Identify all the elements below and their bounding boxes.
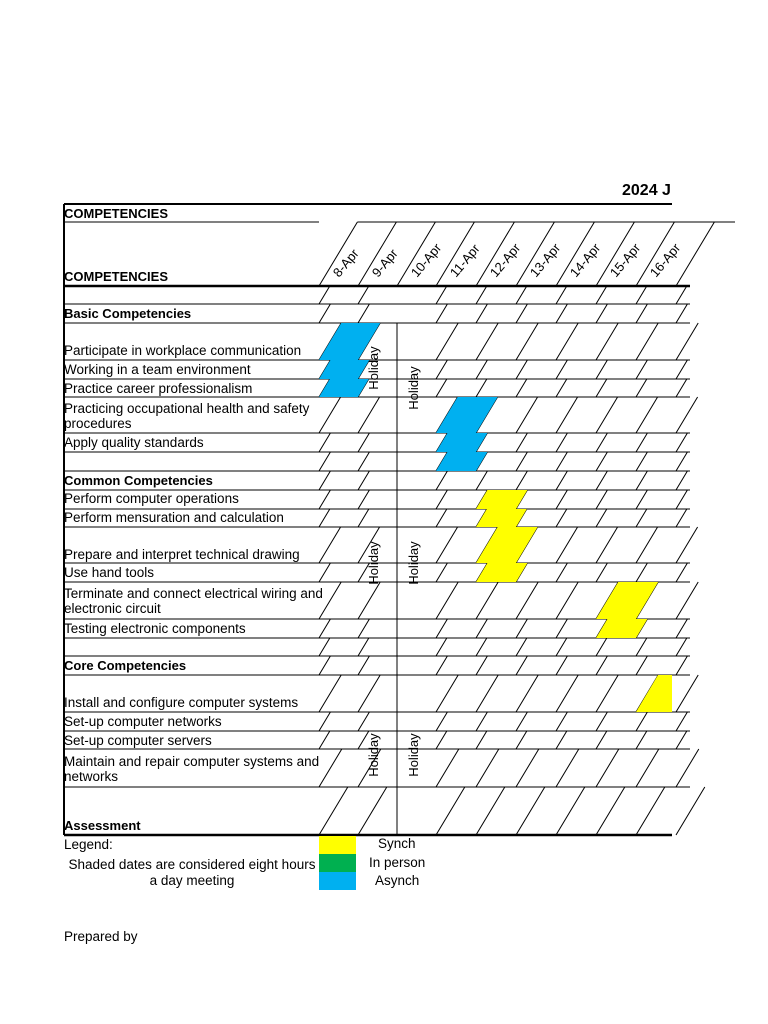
competency-row: Perform mensuration and calculation bbox=[64, 510, 284, 525]
cell-slant bbox=[319, 656, 330, 675]
cell-slant bbox=[636, 490, 647, 509]
cell-slant bbox=[436, 749, 459, 787]
legend-asynch-label: Asynch bbox=[375, 873, 420, 888]
cell-slant bbox=[476, 379, 487, 397]
section-title-assessment: Assessment bbox=[64, 818, 141, 833]
cell-slant bbox=[476, 656, 487, 675]
cell-slant bbox=[476, 731, 487, 749]
cell-slant bbox=[436, 712, 447, 731]
cell-slant bbox=[676, 619, 687, 638]
shaded-cell bbox=[319, 379, 369, 397]
cell-slant bbox=[636, 397, 658, 433]
cell-slant bbox=[636, 509, 647, 527]
cell-slant bbox=[676, 323, 698, 360]
holiday-label: Holiday bbox=[366, 541, 381, 585]
cell-slant bbox=[676, 582, 698, 619]
cell-slant bbox=[636, 787, 665, 835]
prepared-by: Prepared by bbox=[64, 929, 138, 944]
cell-slant bbox=[676, 360, 687, 379]
date-label: 14-Apr bbox=[566, 240, 604, 280]
cell-slant bbox=[358, 656, 369, 675]
cell-slant bbox=[556, 452, 567, 471]
cell-slant bbox=[516, 286, 527, 304]
holiday-label: Holiday bbox=[406, 366, 421, 410]
cell-slant bbox=[516, 619, 527, 638]
cell-slant bbox=[596, 731, 607, 749]
competencies-header-top: COMPETENCIES bbox=[64, 206, 169, 221]
cell-slant bbox=[436, 582, 458, 619]
cell-slant bbox=[676, 638, 687, 656]
cell-slant bbox=[358, 452, 369, 471]
cell-slant bbox=[516, 471, 527, 490]
cell-slant bbox=[676, 787, 705, 835]
cell-slant bbox=[436, 509, 447, 527]
cell-slant bbox=[676, 712, 687, 731]
competency-row: Practicing occupational health and safety procedures bbox=[64, 401, 310, 431]
cell-slant bbox=[319, 619, 330, 638]
cell-slant bbox=[596, 787, 625, 835]
date-label: 15-Apr bbox=[606, 240, 644, 280]
cell-slant bbox=[596, 749, 619, 787]
cell-slant bbox=[436, 656, 447, 675]
cell-slant bbox=[319, 563, 330, 582]
cell-slant bbox=[358, 397, 380, 433]
cell-slant bbox=[436, 360, 447, 379]
cell-slant bbox=[556, 323, 578, 360]
cell-slant bbox=[476, 749, 499, 787]
cell-slant bbox=[319, 304, 330, 323]
cell-slant bbox=[636, 749, 659, 787]
cell-slant bbox=[556, 527, 578, 563]
cell-slant bbox=[319, 509, 330, 527]
cell-slant bbox=[516, 582, 538, 619]
competency-row: Practice career professionalism bbox=[64, 381, 253, 396]
cell-slant bbox=[676, 749, 699, 787]
cell-slant bbox=[556, 619, 567, 638]
cell-slant bbox=[556, 563, 567, 582]
cell-slant bbox=[596, 433, 607, 452]
cell-slant bbox=[556, 749, 579, 787]
cell-slant bbox=[676, 656, 687, 675]
cell-slant bbox=[516, 379, 527, 397]
cell-slant bbox=[636, 712, 647, 731]
date-label: 16-Apr bbox=[646, 240, 684, 280]
cell-slant bbox=[596, 509, 607, 527]
cell-slant bbox=[516, 712, 527, 731]
cell-slant bbox=[476, 360, 487, 379]
competency-row: Perform computer operations bbox=[64, 491, 239, 506]
cell-slant bbox=[556, 712, 567, 731]
cell-slant bbox=[636, 563, 647, 582]
cell-slant bbox=[436, 527, 458, 563]
cell-slant bbox=[636, 731, 647, 749]
cell-slant bbox=[676, 397, 698, 433]
cell-slant bbox=[358, 304, 369, 323]
section-title-core: Core Competencies bbox=[64, 658, 187, 673]
shaded-cell bbox=[319, 360, 369, 379]
cell-slant bbox=[636, 360, 647, 379]
cell-slant bbox=[596, 360, 607, 379]
cell-slant bbox=[596, 397, 618, 433]
date-label: 9-Apr bbox=[368, 245, 401, 280]
cell-slant bbox=[636, 527, 658, 563]
cell-slant bbox=[516, 304, 527, 323]
legend-swatch bbox=[319, 836, 356, 854]
competency-row: Terminate and connect electrical wiring and electronic circuit bbox=[64, 586, 323, 616]
cell-slant bbox=[319, 490, 330, 509]
competency-row: Maintain and repair computer systems and networks bbox=[64, 754, 320, 784]
cell-slant bbox=[556, 286, 567, 304]
cell-slant bbox=[676, 304, 687, 323]
cell-slant bbox=[556, 509, 567, 527]
cell-slant bbox=[476, 675, 498, 712]
cell-slant bbox=[556, 471, 567, 490]
cell-slant bbox=[556, 787, 585, 835]
cell-slant bbox=[676, 675, 698, 712]
cell-slant bbox=[436, 675, 458, 712]
cell-slant bbox=[596, 286, 607, 304]
cell-slant bbox=[676, 731, 687, 749]
cell-slant bbox=[319, 433, 330, 452]
cell-slant bbox=[676, 433, 687, 452]
cell-slant bbox=[476, 787, 505, 835]
cell-slant bbox=[556, 731, 567, 749]
shaded-cell bbox=[636, 675, 672, 712]
cell-slant bbox=[436, 286, 447, 304]
legend-note: Shaded dates are considered eight hours a day meeting bbox=[68, 857, 316, 888]
cell-slant bbox=[596, 675, 618, 712]
cell-slant bbox=[358, 712, 369, 731]
cell-slant bbox=[476, 712, 487, 731]
cell-slant bbox=[319, 452, 330, 471]
cell-slant bbox=[516, 787, 545, 835]
cell-slant bbox=[436, 638, 447, 656]
date-label: 11-Apr bbox=[446, 241, 483, 280]
cell-slant bbox=[556, 397, 578, 433]
cell-slant bbox=[676, 452, 687, 471]
cell-slant bbox=[556, 304, 567, 323]
cell-slant bbox=[358, 509, 369, 527]
holiday-label: Holiday bbox=[406, 541, 421, 585]
cell-slant bbox=[516, 656, 527, 675]
cell-slant bbox=[516, 638, 527, 656]
date-header-slant bbox=[676, 222, 714, 286]
cell-slant bbox=[556, 433, 567, 452]
competency-row: Use hand tools bbox=[64, 565, 155, 580]
cell-slant bbox=[516, 452, 527, 471]
cell-slant bbox=[436, 323, 458, 360]
legend-label: Legend: bbox=[64, 837, 113, 852]
cell-slant bbox=[516, 433, 527, 452]
cell-slant bbox=[319, 675, 341, 712]
cell-slant bbox=[556, 638, 567, 656]
section-title-common: Common Competencies bbox=[64, 473, 213, 488]
competency-row: Testing electronic components bbox=[64, 621, 246, 636]
cell-slant bbox=[516, 323, 538, 360]
cell-slant bbox=[596, 638, 607, 656]
cell-slant bbox=[636, 323, 658, 360]
cell-slant bbox=[596, 712, 607, 731]
cell-slant bbox=[596, 527, 618, 563]
date-label: 12-Apr bbox=[486, 240, 524, 280]
section-title-basic: Basic Competencies bbox=[64, 306, 192, 321]
holiday-label: Holiday bbox=[406, 733, 421, 777]
cell-slant bbox=[476, 471, 487, 490]
cell-slant bbox=[319, 638, 330, 656]
cell-slant bbox=[516, 749, 539, 787]
cell-slant bbox=[436, 490, 447, 509]
legend-swatch bbox=[319, 854, 356, 872]
cell-slant bbox=[436, 304, 447, 323]
cell-slant bbox=[436, 731, 447, 749]
competency-row: Set-up computer networks bbox=[64, 714, 222, 729]
cell-slant bbox=[436, 471, 447, 490]
cell-slant bbox=[358, 490, 369, 509]
cell-slant bbox=[596, 471, 607, 490]
date-label: 13-Apr bbox=[526, 240, 564, 280]
shaded-cell bbox=[476, 490, 527, 509]
cell-slant bbox=[516, 360, 527, 379]
cell-slant bbox=[358, 433, 369, 452]
cell-slant bbox=[596, 656, 607, 675]
cell-slant bbox=[319, 731, 330, 749]
cell-slant bbox=[358, 286, 369, 304]
cell-slant bbox=[636, 379, 647, 397]
shaded-cell bbox=[476, 563, 527, 582]
cell-slant bbox=[476, 286, 487, 304]
competency-row: Participate in workplace communication bbox=[64, 343, 302, 358]
date-label: 8-Apr bbox=[329, 245, 362, 280]
shaded-cell bbox=[476, 527, 538, 563]
cell-slant bbox=[636, 656, 647, 675]
cell-slant bbox=[556, 490, 567, 509]
cell-slant bbox=[596, 379, 607, 397]
cell-slant bbox=[636, 452, 647, 471]
cell-slant bbox=[436, 619, 447, 638]
cell-slant bbox=[358, 582, 380, 619]
shaded-cell bbox=[436, 397, 498, 433]
cell-slant bbox=[596, 304, 607, 323]
cell-slant bbox=[358, 638, 369, 656]
date-label: 10-Apr bbox=[407, 240, 445, 280]
cell-slant bbox=[476, 323, 498, 360]
cell-slant bbox=[436, 379, 447, 397]
cell-slant bbox=[436, 563, 447, 582]
cell-slant bbox=[358, 471, 369, 490]
cell-slant bbox=[358, 619, 369, 638]
cell-slant bbox=[676, 563, 687, 582]
cell-slant bbox=[556, 656, 567, 675]
competency-row: Set-up computer servers bbox=[64, 733, 212, 748]
cell-slant bbox=[676, 527, 698, 563]
cell-slant bbox=[636, 638, 647, 656]
cell-slant bbox=[676, 471, 687, 490]
cell-slant bbox=[476, 304, 487, 323]
cell-slant bbox=[556, 379, 567, 397]
cell-slant bbox=[476, 638, 487, 656]
legend-in-person-label: In person bbox=[369, 855, 426, 870]
shaded-cell bbox=[596, 619, 647, 638]
cell-slant bbox=[319, 471, 330, 490]
cell-slant bbox=[636, 286, 647, 304]
holiday-label: Holiday bbox=[366, 733, 381, 777]
cell-slant bbox=[676, 379, 687, 397]
cell-slant bbox=[319, 712, 330, 731]
cell-slant bbox=[319, 286, 330, 304]
legend-synch-label: Synch bbox=[378, 836, 416, 851]
shaded-cell bbox=[476, 509, 527, 527]
legend-swatch bbox=[319, 872, 356, 890]
cell-slant bbox=[358, 787, 387, 835]
cell-slant bbox=[596, 323, 618, 360]
cell-slant bbox=[596, 490, 607, 509]
cell-slant bbox=[319, 527, 341, 563]
cell-slant bbox=[516, 731, 527, 749]
cell-slant bbox=[596, 452, 607, 471]
cell-slant bbox=[476, 582, 498, 619]
shaded-cell bbox=[436, 433, 487, 452]
cell-slant bbox=[516, 397, 538, 433]
holiday-label: Holiday bbox=[366, 346, 381, 390]
cell-slant bbox=[476, 619, 487, 638]
cell-slant bbox=[556, 360, 567, 379]
competency-row: Working in a team environment bbox=[64, 362, 251, 377]
cell-slant bbox=[319, 787, 348, 835]
cell-slant bbox=[596, 563, 607, 582]
cell-slant bbox=[636, 433, 647, 452]
cell-slant bbox=[636, 304, 647, 323]
cell-slant bbox=[676, 490, 687, 509]
cell-slant bbox=[436, 787, 465, 835]
cell-slant bbox=[676, 509, 687, 527]
shaded-cell bbox=[436, 452, 487, 471]
cell-slant bbox=[556, 675, 578, 712]
year-label: 2024 J bbox=[622, 182, 671, 199]
cell-slant bbox=[516, 675, 538, 712]
competencies-header: COMPETENCIES bbox=[64, 269, 169, 284]
competency-row: Apply quality standards bbox=[64, 435, 204, 450]
cell-slant bbox=[676, 286, 687, 304]
cell-slant bbox=[358, 675, 380, 712]
competency-row: Prepare and interpret technical drawing bbox=[64, 547, 300, 562]
competency-row: Install and configure computer systems bbox=[64, 695, 299, 710]
cell-slant bbox=[556, 582, 578, 619]
shaded-cell bbox=[596, 582, 658, 619]
cell-slant bbox=[636, 471, 647, 490]
